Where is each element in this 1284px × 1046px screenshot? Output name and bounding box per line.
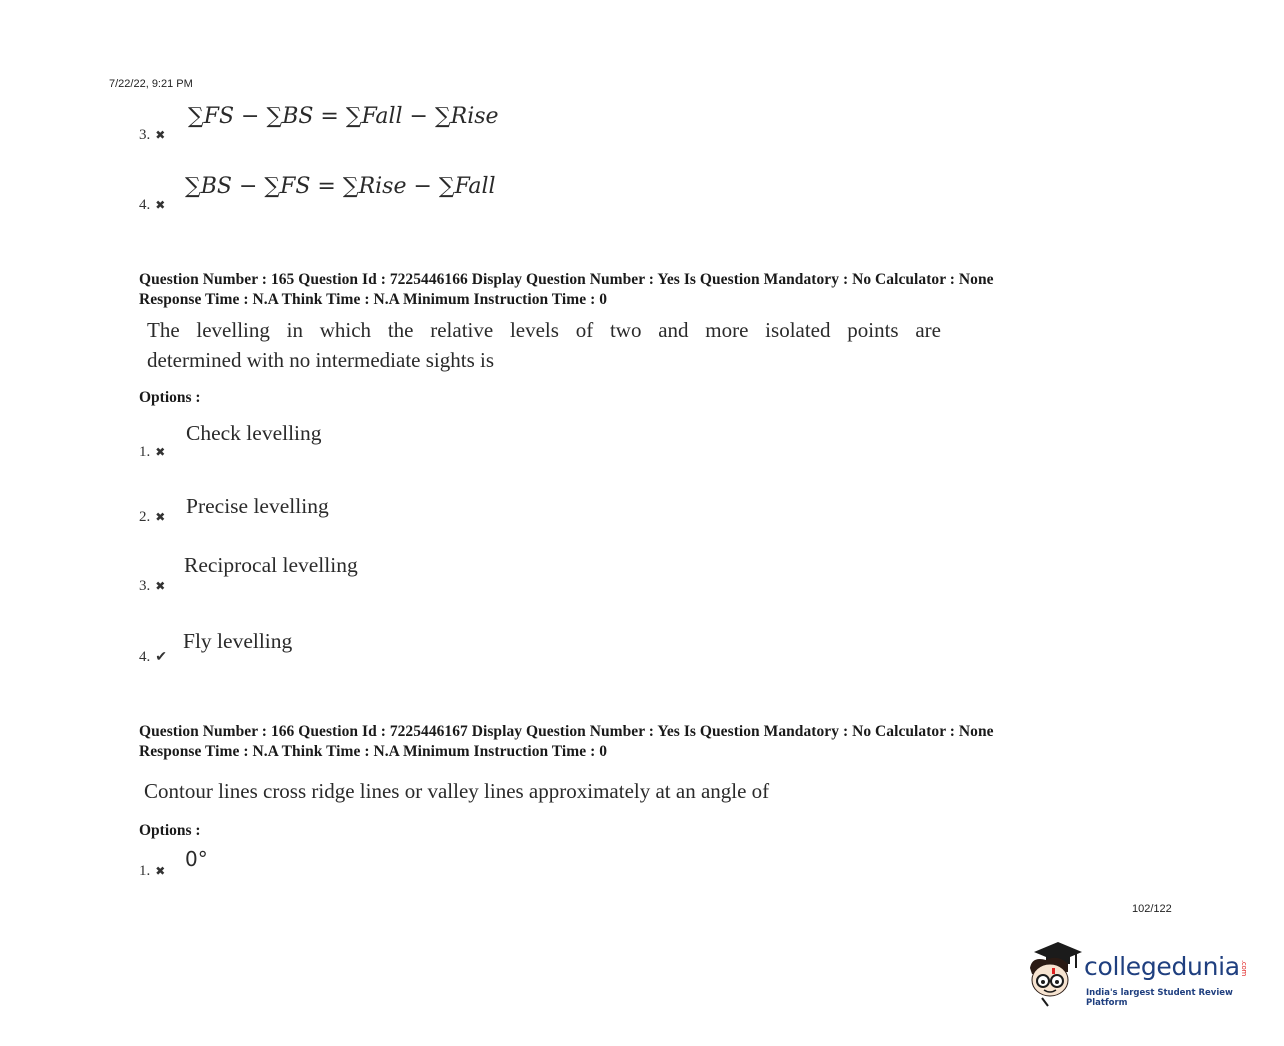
cross-icon: ✖	[155, 128, 166, 142]
question-meta-line-2: Response Time : N.A Think Time : N.A Minimum Instruction Time : 0	[139, 291, 608, 308]
options-label: Options :	[139, 822, 201, 839]
brand-name: collegedunia.com	[1084, 952, 1248, 981]
option-text: Fly levelling	[183, 629, 293, 653]
option-formula: ∑BS − ∑FS = ∑Rise − ∑Fall	[185, 174, 496, 199]
option-text: 0°	[185, 847, 208, 871]
question-text-line-2: determined with no intermediate sights is	[147, 348, 495, 372]
cross-icon: ✖	[155, 864, 166, 878]
option-number: 1. ✖	[139, 444, 166, 460]
question-meta-line-1: Question Number : 165 Question Id : 7225446166 Display Question Number : Yes Is Question Mandatory : No Calculator : None	[139, 271, 994, 288]
option-number: 4. ✖	[139, 197, 166, 213]
collegedunia-logo	[1024, 938, 1264, 1008]
question-text	[147, 318, 941, 343]
page-number: 102/122	[1132, 903, 1172, 915]
option-number: 1. ✖	[139, 863, 166, 879]
cross-icon: ✖	[155, 510, 166, 524]
option-number: 3. ✖	[139, 127, 166, 143]
question-meta-line-2: Response Time : N.A Think Time : N.A Minimum Instruction Time : 0	[139, 743, 608, 760]
cross-icon: ✖	[155, 579, 166, 593]
option-number: 3. ✖	[139, 578, 166, 594]
option-formula: ∑FS − ∑BS = ∑Fall − ∑Rise	[188, 104, 499, 129]
options-label: Options :	[139, 389, 201, 406]
option-text: Check levelling	[186, 421, 322, 445]
option-number: 2. ✖	[139, 509, 166, 525]
question-text-line-1: The levelling in which the relative levels of two and more isolated points are	[147, 318, 941, 342]
option-text: Precise levelling	[186, 494, 329, 518]
question-text: Contour lines cross ridge lines or valley lines approximately at an angle of	[144, 779, 770, 803]
option-text: Reciprocal levelling	[184, 553, 358, 577]
mascot-icon	[1024, 938, 1086, 1008]
brand-tagline: India's largest Student Review Platform	[1086, 988, 1233, 1008]
check-icon: ✔	[155, 650, 167, 665]
cross-icon: ✖	[155, 445, 166, 459]
print-timestamp: 7/22/22, 9:21 PM	[109, 78, 193, 90]
option-number: 4. ✔	[139, 649, 167, 665]
cross-icon: ✖	[155, 198, 166, 212]
question-meta-line-1: Question Number : 166 Question Id : 7225446167 Display Question Number : Yes Is Question Mandatory : No Calculator : None	[139, 723, 994, 740]
